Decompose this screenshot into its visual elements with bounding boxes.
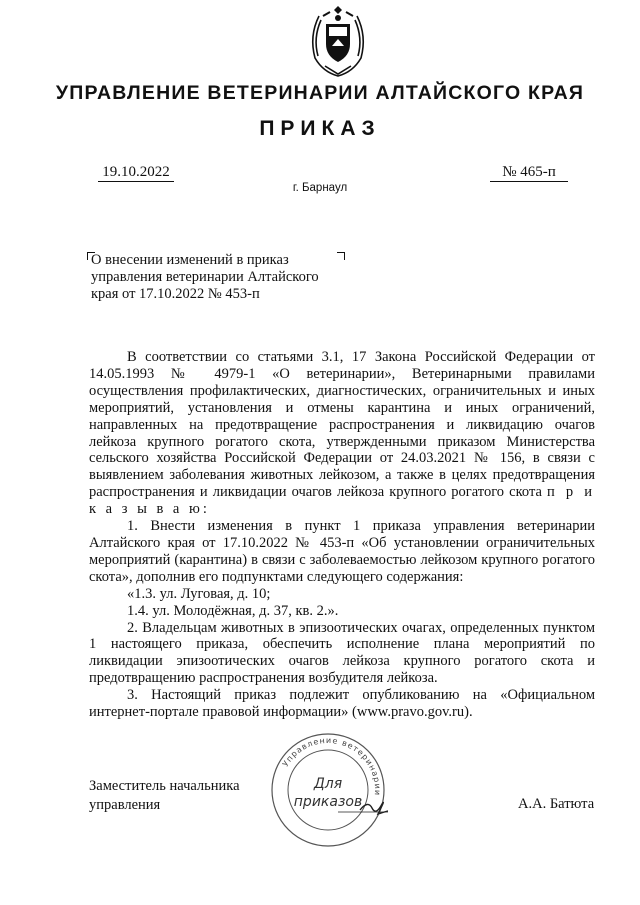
order-word: п р и к а з ы в а ю:	[89, 484, 595, 518]
order-number: № 465-п	[490, 164, 568, 182]
signer-position-line-1: Заместитель начальника	[89, 778, 240, 794]
item-1-paragraph: 1. Внести изменения в пункт 1 приказа управления ветеринарии Алтайского края от 17.10.2022 № 453-п «Об установлении ограничительных мероприятий (карантина) в связи с заболеваемостью лейкозом крупного рогатого скота», дополнив его подпунктами следующего содержания:	[89, 518, 595, 585]
order-body	[89, 349, 595, 721]
signer-name: А.А. Батюта	[518, 796, 595, 812]
preamble-text: В соответствии со статьями 3.1, 17 Закона Российской Федерации от 14.05.1993 № 4979-1 «О ветеринарии», Ветеринарными правилами осуществления профилактических, диагностических, ограничительных и иных мероприятий, установления и отмены карантина и иных ограничений, направленных на предотвращение распространения и ликвидацию очагов лейкоза крупного рогатого скота, утвержденными приказом Министерства сельского хозяйства Российской Федерации от 24.03.2021 № 156, в связи с выявлением заболевания животных лейкозом, а также в целях предотвращения распространения и ликвидации очагов лейкоза крупного рогатого скота	[89, 349, 595, 501]
subject-line-2: управления ветеринарии Алтайского	[91, 269, 319, 285]
subject-line-1: О внесении изменений в приказ	[91, 252, 289, 268]
stamp-ring-text: Управление ветеринарии	[280, 735, 383, 797]
document-title: ПРИКАЗ	[259, 117, 381, 140]
preamble-paragraph	[89, 349, 595, 518]
item-2-paragraph: 2. Владельцам животных в эпизоотических очагах, определенных пунктом 1 настоящего приказа, обеспечить исполнение плана мероприятий по ликвидации эпизоотических очагов лейкоза крупного рогатого скота и предотвращению распространения возбудителя лейкоза.	[89, 619, 595, 687]
order-city: г. Барнаул	[292, 182, 348, 194]
coat-of-arms-emblem	[299, 6, 377, 80]
subject-line-3: края от 17.10.2022 № 453-п	[91, 286, 260, 302]
signer-position	[89, 777, 240, 815]
official-stamp	[268, 730, 388, 850]
order-subject	[91, 252, 351, 303]
order-date: 19.10.2022	[98, 164, 174, 182]
signer-position-line-2: управления	[89, 797, 161, 813]
subitem-1-4: 1.4. ул. Молодёжная, д. 37, кв. 2.».	[127, 602, 339, 619]
stamp-text-line-1: Для	[313, 776, 343, 792]
item-3-paragraph: 3. Настоящий приказ подлежит опубликованию на «Официальном интернет-портале правовой информации» (www.pravo.gov.ru).	[89, 687, 595, 721]
subitem-1-3: «1.3. ул. Луговая, д. 10;	[127, 585, 271, 602]
stamp-text-line-2: приказов	[293, 794, 363, 810]
organization-name: УПРАВЛЕНИЕ ВЕТЕРИНАРИИ АЛТАЙСКОГО КРАЯ	[55, 82, 585, 104]
